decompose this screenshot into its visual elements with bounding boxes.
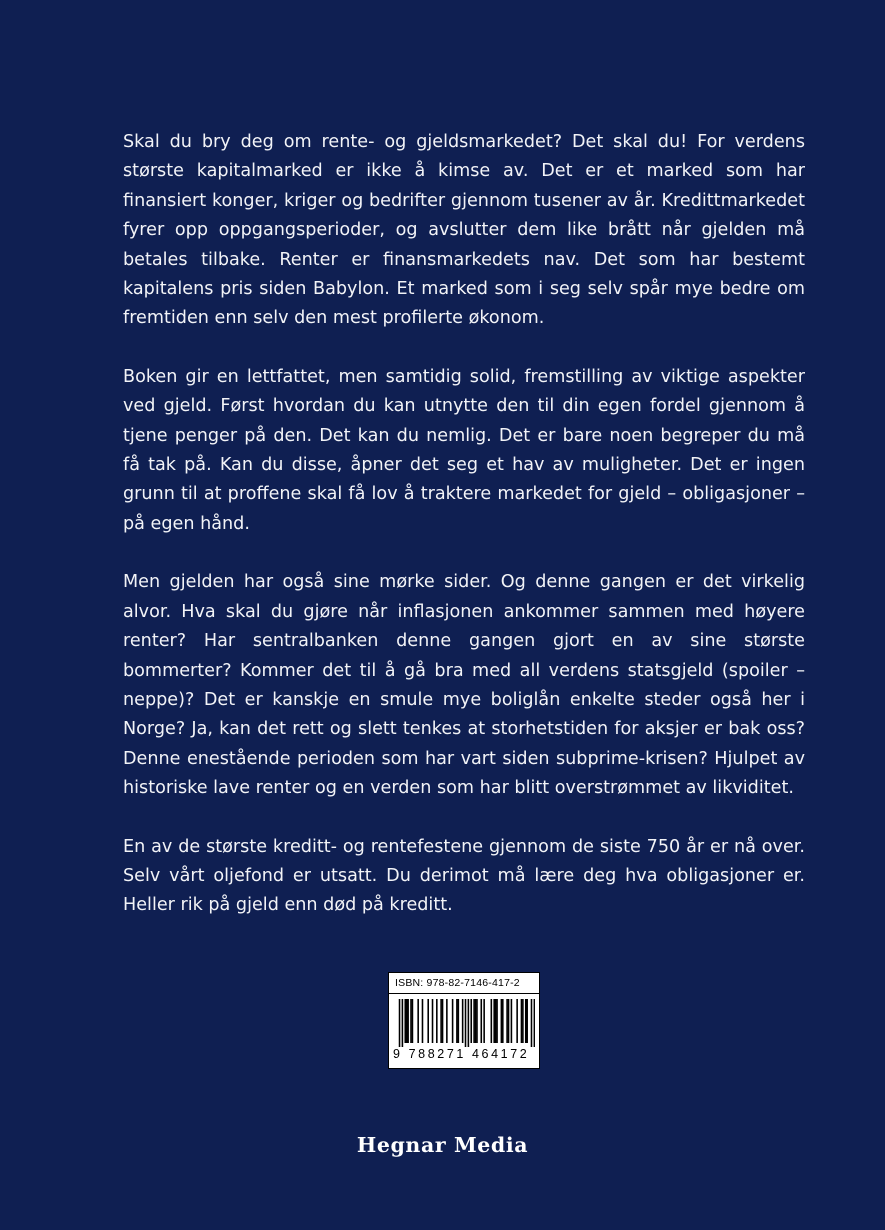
barcode-bars (393, 999, 535, 1047)
barcode-bar (465, 999, 467, 1047)
barcode-bar (501, 999, 503, 1043)
barcode-bar (493, 999, 495, 1043)
blurb-paragraph-4: En av de største kreditt- og rentefestene gjennom de siste 750 år er nå over. Selv vårt oljefond er utsatt. Du derimot må lære deg hva obligasjoner er. Heller rik på gjeld enn død på kreditt. (123, 836, 805, 916)
barcode-bar (480, 999, 482, 1043)
barcode-bar (476, 999, 478, 1043)
ean-digits: 9 788271 464172 (393, 1047, 530, 1061)
isbn-divider (389, 993, 539, 994)
barcode-bar (412, 999, 414, 1043)
barcode-bar (483, 999, 485, 1043)
barcode-bar (458, 999, 460, 1043)
barcode-bar (440, 999, 442, 1043)
blurb-paragraph-3: Men gjelden har også sine mørke sider. Og denne gangen er det virkelig alvor. Hva skal du gjøre når inflasjonen ankommer sammen med høyere renter? Har sentralbanken denne gangen gjort en av sine største bommerter? Kommer det til å gå bra med all verdens statsgjeld (spoiler – neppe)? Det er kanskje en smule mye boliglån enkelte steder også her i Norge? Ja, kan det rett og slett tenkes at storhetstiden for aksjer er bak oss? Denne enestående perioden som har vart siden subprime-krisen? Hjulpet av historiske lave renter og en verden som har blitt overstrømmet av likviditet. (123, 572, 805, 799)
barcode-bar (432, 999, 434, 1043)
isbn-barcode (388, 972, 540, 1069)
barcode-bar (495, 999, 497, 1043)
barcode-bar (502, 999, 504, 1043)
barcode-bar (407, 999, 409, 1043)
barcode-bar (516, 999, 518, 1043)
barcode-bar (511, 999, 513, 1043)
blurb-paragraph-2: Boken gir en lettfattet, men samtidig solid, fremstilling av viktige aspekter ved gjeld. Først hvordan du kan utnytte den til din egen fordel gjennom å tjene penger på den. Det kan du nemlig. Det er bare noen begreper du må få tak på. Kan du disse, åpner det seg et hav av muligheter. Det er ingen grunn til at proffene skal få lov å traktere markedet for gjeld – obligasjoner – på egen hånd. (123, 366, 805, 534)
barcode-bar (399, 999, 401, 1047)
barcode-bar (531, 999, 533, 1047)
barcode-bar (452, 999, 454, 1043)
barcode-bar (404, 999, 406, 1043)
barcode-bar (473, 999, 475, 1043)
barcode-bar (410, 999, 412, 1043)
barcode-bar (506, 999, 508, 1043)
barcode-bar (491, 999, 493, 1043)
publisher-logo: Hegnar Media (356, 1133, 529, 1157)
barcode-bar (436, 999, 438, 1043)
barcode-bar (422, 999, 424, 1043)
barcode-bar (508, 999, 510, 1043)
barcode-bar (496, 999, 498, 1043)
barcode-bar (462, 999, 464, 1043)
blurb-paragraph-1: Skal du bry deg om rente- og gjeldsmarkedet? Det skal du! For verdens største kapitalmarked er ikke å kimse av. Det er et marked som har finansiert konger, kriger og bedrifter gjennom tusener av år. Kredittmarkedet fyrer opp oppgangsperioder, og avslutter dem like brått når gjelden må betales tilbake. Renter er finansmarkedets nav. Det som har bestemt kapitalens pris siden Babylon. Et marked som i seg selv spår mye bedre om fremtiden enn selv den mest profilerte økonom. (123, 132, 805, 329)
barcode-bar (402, 999, 404, 1047)
barcode-bar (427, 999, 429, 1043)
barcode-bar (526, 999, 528, 1043)
barcode-bar (470, 999, 472, 1043)
barcode-bar (521, 999, 523, 1043)
barcode-bar (446, 999, 448, 1043)
barcode-bar (534, 999, 535, 1047)
barcode-bar (468, 999, 470, 1047)
barcode-bar (442, 999, 444, 1043)
barcode-bar (525, 999, 527, 1043)
barcode-bar (522, 999, 524, 1043)
barcode-bar (406, 999, 408, 1043)
barcode-bar (475, 999, 477, 1043)
barcode-bar (417, 999, 419, 1043)
isbn-label: ISBN: 978-82-7146-417-2 (395, 977, 520, 989)
barcode-bar (456, 999, 458, 1043)
blurb-text (123, 128, 805, 950)
